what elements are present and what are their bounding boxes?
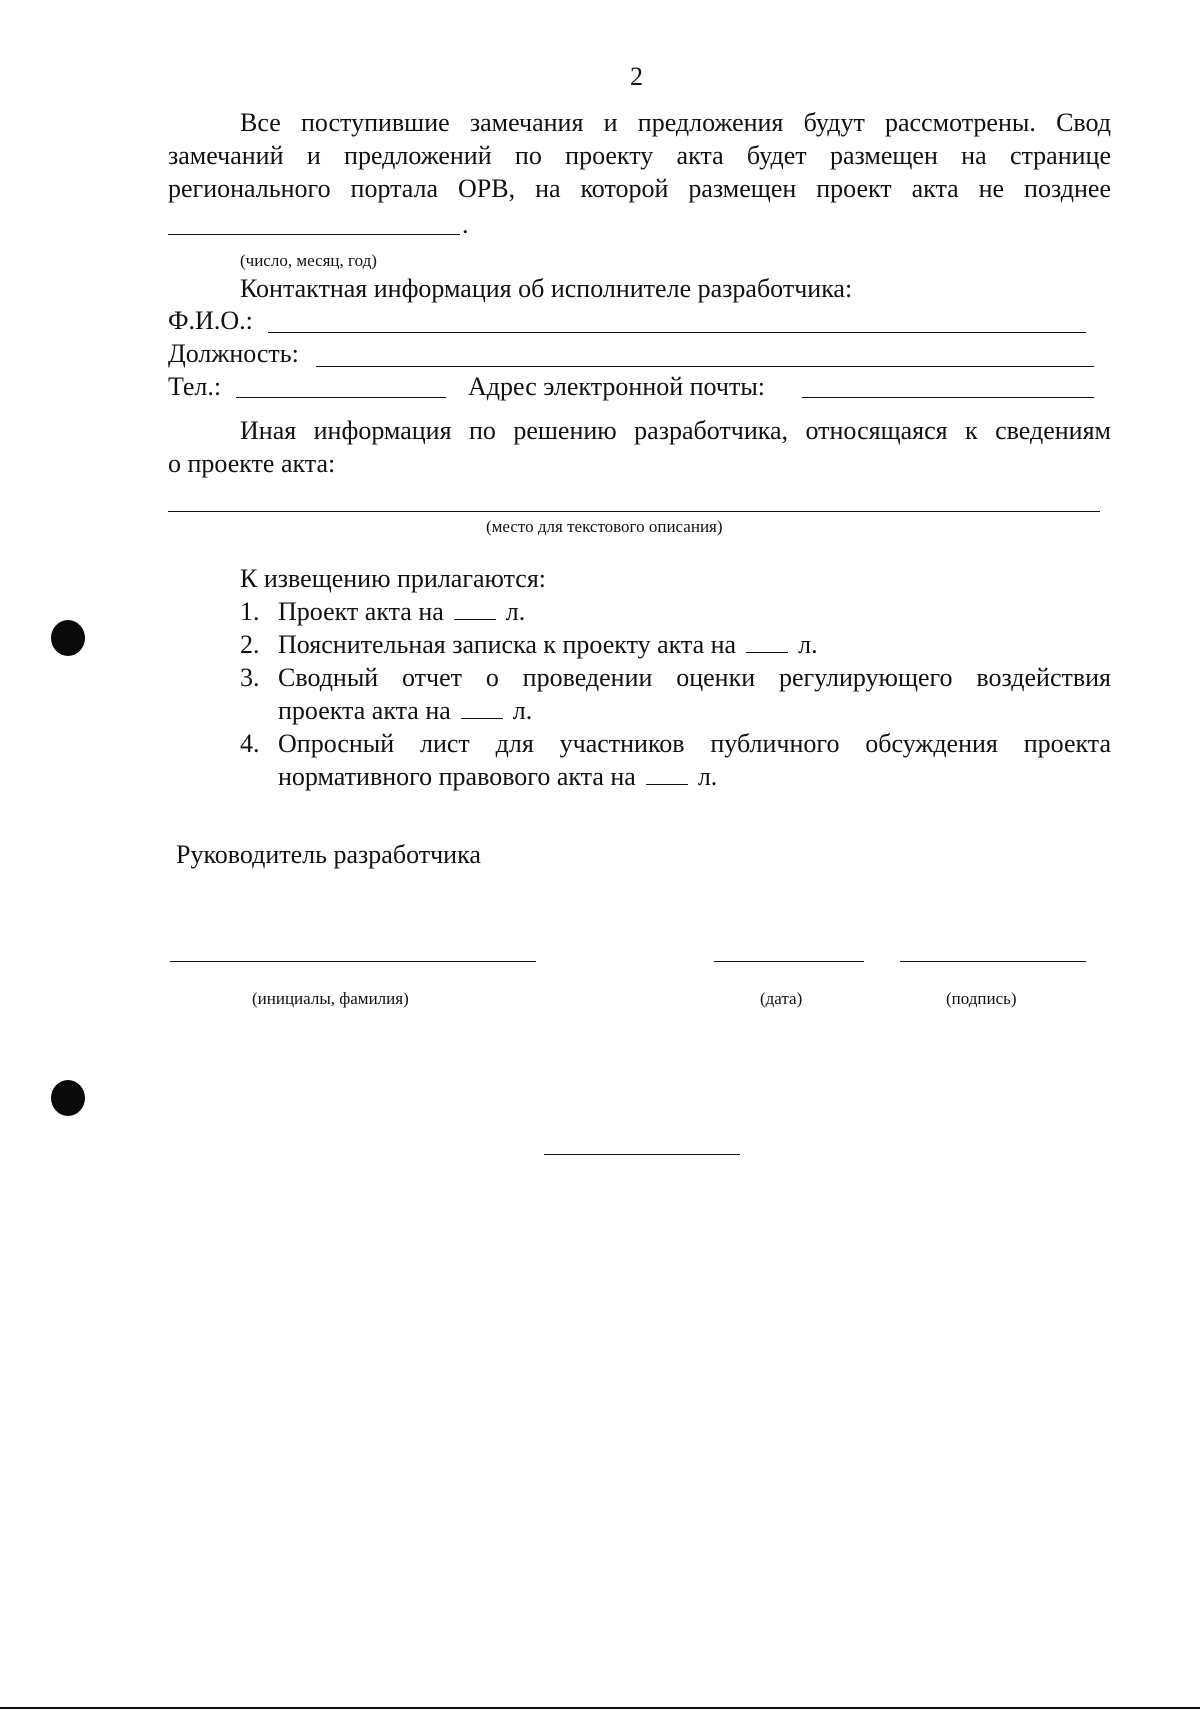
attachment-item-4-number: 4.: [240, 729, 260, 758]
page-count-blank: [454, 597, 496, 620]
text-description-line: [168, 511, 1100, 512]
intro-line-3: регионального портала ОРВ, на которой размещен проект акта не позднее: [168, 174, 1111, 203]
date-line: [714, 961, 864, 962]
page-count-blank: [461, 696, 503, 719]
phone-field-line: [236, 397, 446, 398]
punch-hole-top: [51, 620, 85, 656]
attachment-item-4-line-1: Опросный лист для участников публичного обсуждения проекта: [278, 729, 1111, 758]
page-count-blank: [746, 630, 788, 653]
initials-caption: (инициалы, фамилия): [252, 989, 409, 1008]
attachment-text: Пояснительная записка к проекту акта на: [278, 630, 737, 659]
fio-label: Ф.И.О.:: [168, 306, 253, 335]
text-description-caption: (место для текстового описания): [486, 517, 723, 536]
attachment-item-2: [240, 630, 818, 660]
intro-line-2: замечаний и предложений по проекту акта будет размещен на странице: [168, 141, 1111, 170]
pages-abbrev: л.: [512, 696, 533, 725]
signature-line: [900, 961, 1086, 962]
initials-line: [170, 961, 536, 962]
email-field-line: [802, 397, 1094, 398]
head-of-developer-title: Руководитель разработчика: [176, 840, 481, 869]
attachment-text: нормативного правового акта на: [278, 762, 636, 791]
attachment-number: 1.: [240, 597, 260, 626]
attachment-item-1: [240, 597, 525, 627]
pages-abbrev: л.: [505, 597, 526, 626]
signature-caption: (подпись): [946, 989, 1017, 1008]
email-label: Адрес электронной почты:: [468, 372, 766, 401]
attachment-text: Проект акта на: [278, 597, 444, 626]
contact-heading: Контактная информация об исполнителе разработчика:: [240, 274, 853, 303]
page-number: 2: [630, 62, 643, 91]
date-blank-period: .: [462, 210, 469, 239]
punch-hole-bottom: [51, 1080, 85, 1116]
page-count-blank: [646, 762, 688, 785]
pages-abbrev: л.: [798, 630, 818, 659]
date-caption-signature: (дата): [760, 989, 803, 1008]
attachment-text: проекта акта на: [278, 696, 451, 725]
attachments-heading: К извещению прилагаются:: [240, 564, 547, 593]
date-caption: (число, месяц, год): [240, 251, 377, 270]
position-label: Должность:: [168, 339, 299, 368]
date-blank-line: [168, 234, 460, 235]
pages-abbrev: л.: [697, 762, 718, 791]
attachment-number: 2.: [240, 630, 260, 659]
position-field-line: [316, 366, 1094, 367]
attachment-item-3-line-1: Сводный отчет о проведении оценки регулирующего воздействия: [278, 663, 1111, 692]
attachment-item-3-number: 3.: [240, 663, 260, 692]
phone-label: Тел.:: [168, 372, 222, 401]
attachment-item-4-line-2: [278, 762, 717, 792]
end-separator-line: [544, 1154, 740, 1155]
attachment-item-3-line-2: [278, 696, 532, 726]
fio-field-line: [268, 332, 1086, 333]
scan-edge-line: [0, 1707, 1200, 1709]
other-info-line-1: Иная информация по решению разработчика, относящаяся к сведениям: [240, 416, 1111, 445]
other-info-line-2: о проекте акта:: [168, 449, 336, 478]
intro-line-1: Все поступившие замечания и предложения будут рассмотрены. Свод: [240, 108, 1111, 137]
